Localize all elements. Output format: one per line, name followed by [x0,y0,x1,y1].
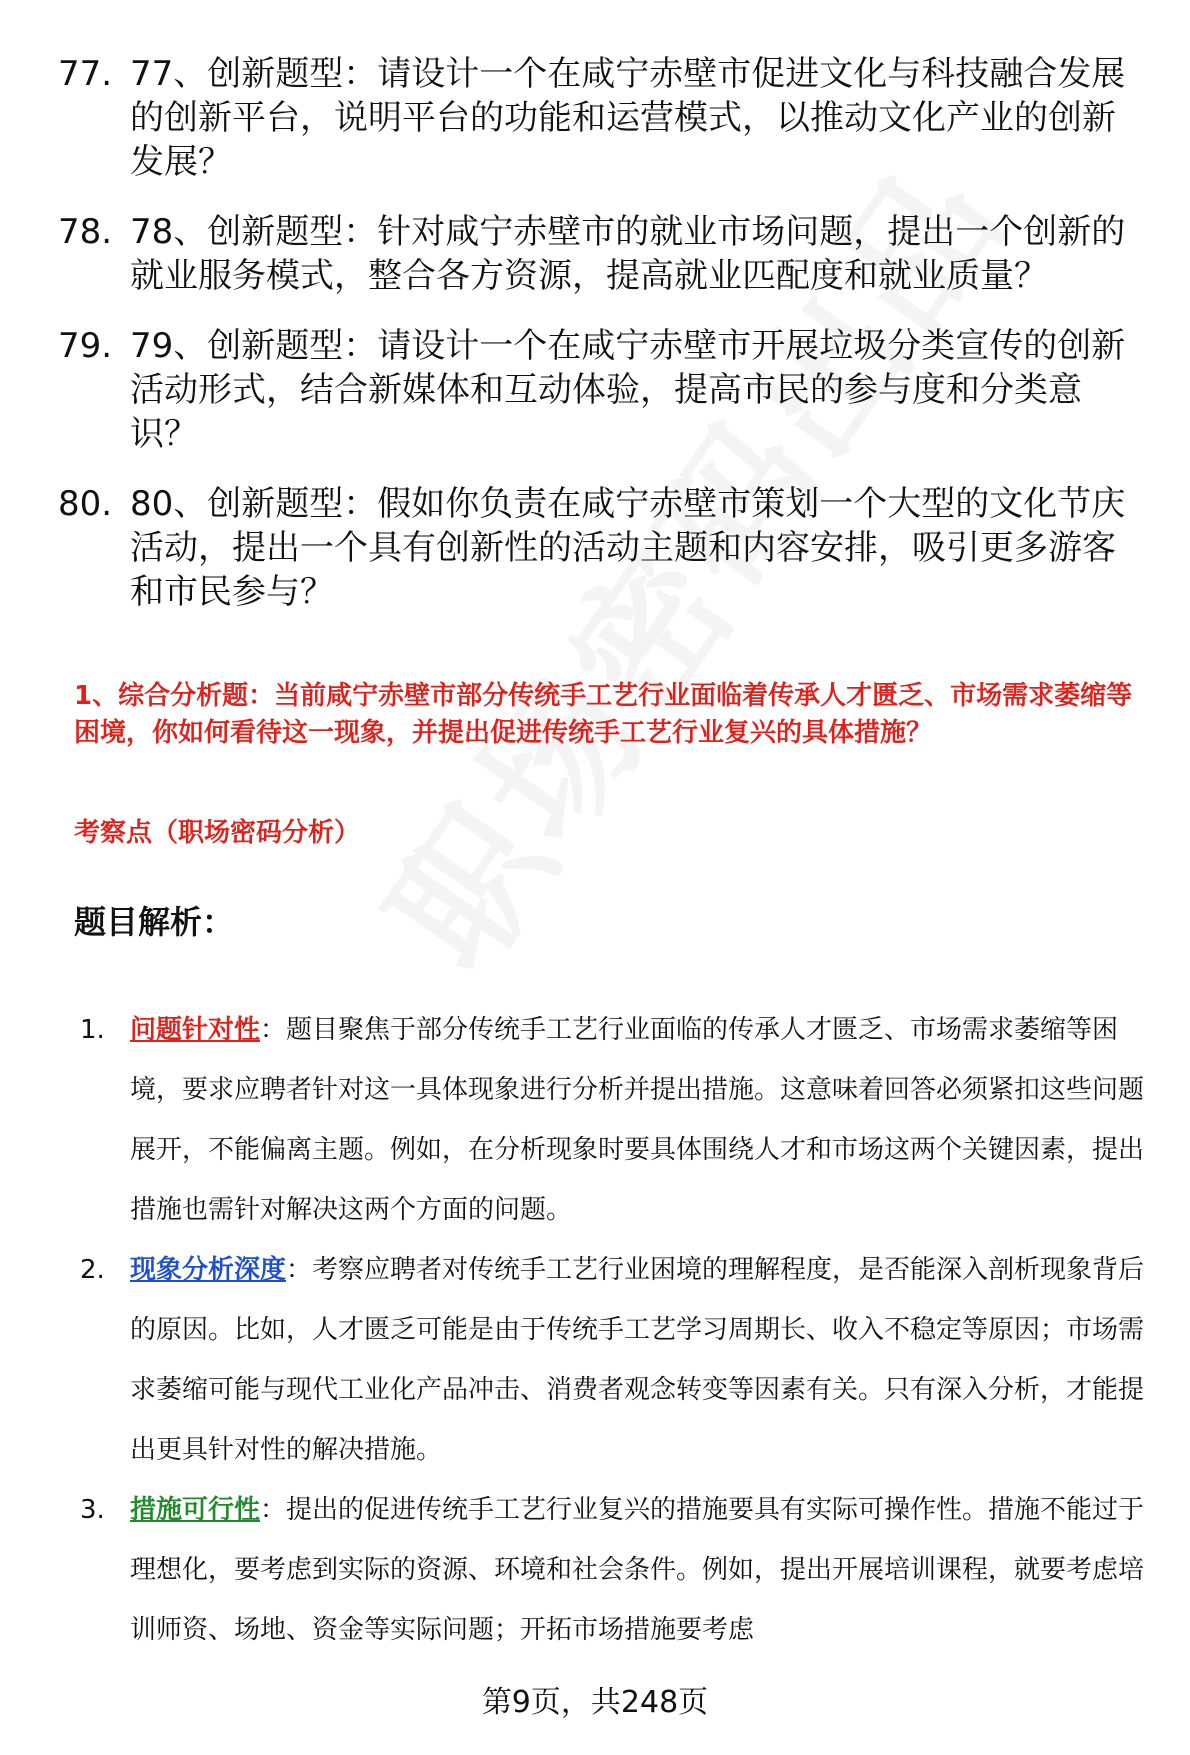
question-number: 77. [58,54,113,94]
point-body [130,1480,1160,1660]
question-text: 78、创新题型：针对咸宁赤壁市的就业市场问题，提出一个创新的就业服务模式，整合各方资源，提高就业匹配度和就业质量？ [130,212,1126,296]
point-body [130,1000,1160,1240]
point-number: 1. [80,1015,105,1045]
question-number: 80. [58,484,113,524]
point-text: ：题目聚焦于部分传统手工艺行业面临的传承人才匮乏、市场需求萎缩等困境，要求应聘者针对这一具体现象进行分析并提出措施。这意味着回答必须紧扣这些问题展开，不能偏离主题。例如，在分析现象时要具体围绕人才和市场这两个关键因素，提出措施也需针对解决这两个方面的问题。 [130,1015,1145,1225]
point-keyword[interactable]: 措施可行性 [130,1495,261,1525]
question-item [58,324,1148,456]
point-keyword[interactable]: 问题针对性 [130,1015,261,1045]
point-body [130,1240,1160,1480]
point-keyword[interactable]: 现象分析深度 [130,1255,287,1285]
featured-question: 1、综合分析题：当前咸宁赤壁市部分传统手工艺行业面临着传承人才匮乏、市场需求萎缩等困境，你如何看待这一现象，并提出促进传统手工艺行业复兴的具体措施？ [74,681,1133,748]
point-number: 3. [80,1495,105,1525]
question-item [58,210,1148,298]
question-text: 80、创新题型：假如你负责在咸宁赤壁市策划一个大型的文化节庆活动，提出一个具有创新性的活动主题和内容安排，吸引更多游客和市民参与？ [130,484,1126,612]
point-number: 2. [80,1255,105,1285]
question-text: 79、创新题型：请设计一个在咸宁赤壁市开展垃圾分类宣传的创新活动形式，结合新媒体和互动体验，提高市民的参与度和分类意识？ [130,326,1126,454]
page-footer: 第9页，共248页 [481,1685,709,1720]
point-text: ：提出的促进传统手工艺行业复兴的措施要具有实际可操作性。措施不能过于理想化，要考虑到实际的资源、环境和社会条件。例如，提出开展培训课程，就要考虑培训师资、场地、资金等实际问题；开拓市场措施要考虑 [130,1495,1145,1645]
question-number: 79. [58,326,113,366]
analysis-point [80,1240,1160,1480]
analysis-point [80,1480,1160,1660]
analysis-heading: 题目解析： [74,903,235,941]
question-list [58,52,1148,640]
question-text: 77、创新题型：请设计一个在咸宁赤壁市促进文化与科技融合发展的创新平台，说明平台的功能和运营模式，以推动文化产业的创新发展？ [130,54,1126,182]
point-text: ：考察应聘者对传统手工艺行业困境的理解程度，是否能深入剖析现象背后的原因。比如，人才匮乏可能是由于传统手工艺学习周期长、收入不稳定等原因；市场需求萎缩可能与现代工业化产品冲击、消费者观念转变等因素有关。只有深入分析，才能提出更具针对性的解决措施。 [130,1255,1145,1465]
question-number: 78. [58,212,113,252]
exam-point-label: 考察点（职场密码分析） [74,818,361,848]
analysis-point [80,1000,1160,1240]
question-item [58,52,1148,184]
question-item [58,482,1148,614]
analysis-points [80,1000,1160,1660]
